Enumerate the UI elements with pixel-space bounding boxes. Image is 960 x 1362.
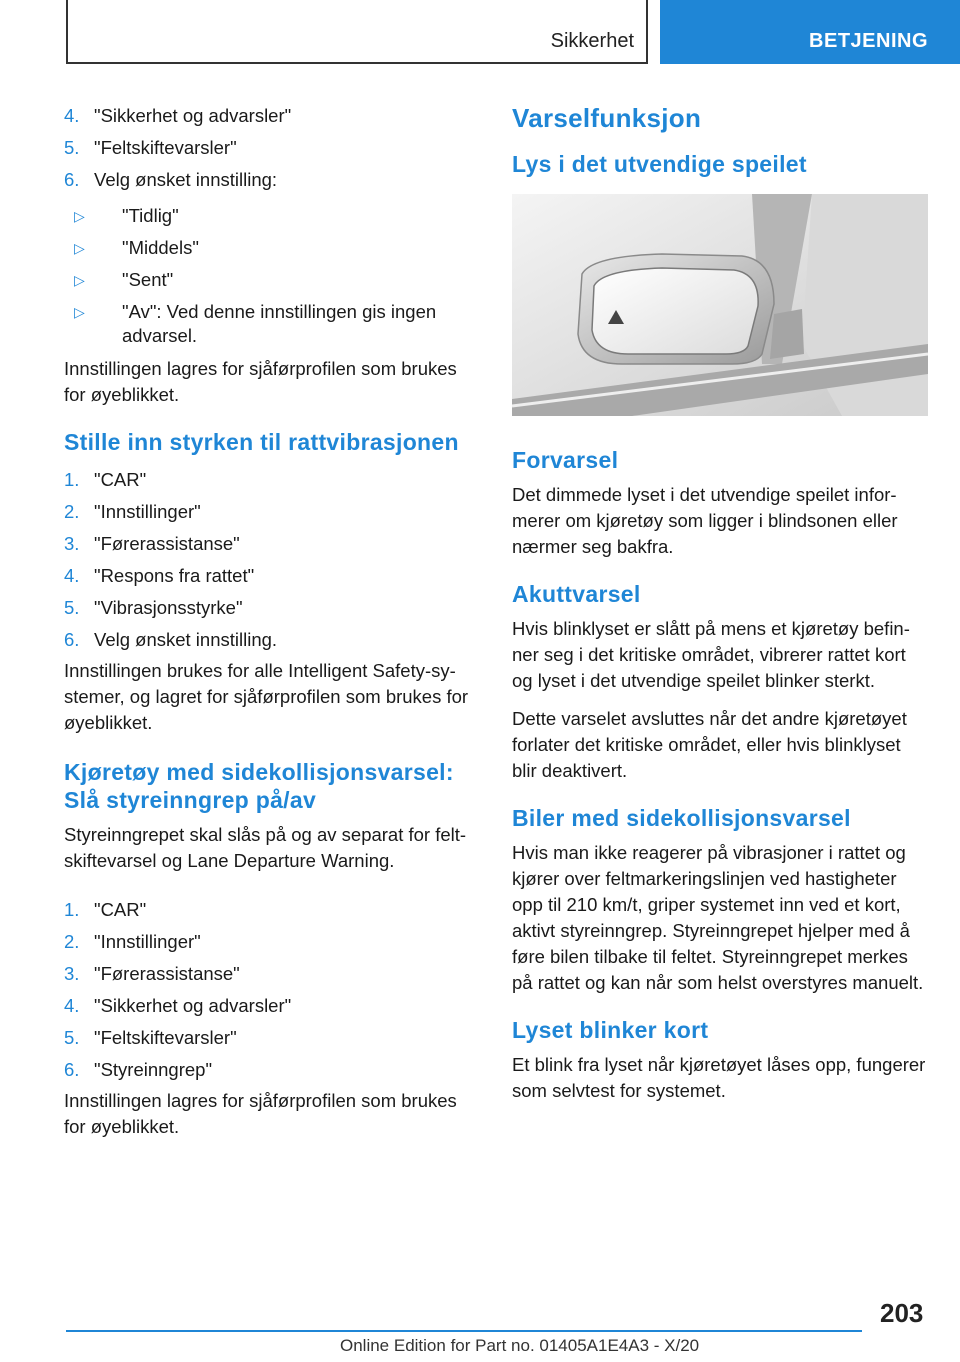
step-text: "Innstillinger" bbox=[94, 931, 201, 952]
step-number: 6. bbox=[64, 1059, 80, 1080]
section-title: Sikkerhet bbox=[550, 30, 634, 52]
list-item bbox=[64, 958, 476, 990]
paragraph: Innstillingen brukes for alle Intelligent Safety-systemer, og lagret for sjåførprofilen som brukes for øyeblikket. bbox=[64, 660, 469, 733]
step-text: "Sikkerhet og advarsler" bbox=[94, 105, 292, 126]
option-text: "Tidlig" bbox=[122, 205, 179, 226]
side-mirror-illustration bbox=[512, 194, 928, 416]
chapter-tab bbox=[660, 0, 960, 64]
footer-edition: Online Edition for Part no. 01405A1E4A3 - X/20 bbox=[340, 1336, 700, 1355]
triangle-bullet-icon: ▷ bbox=[74, 240, 85, 256]
option-text: "Av": Ved denne innstillingen gis ingen advarsel. bbox=[122, 301, 437, 346]
list-item bbox=[64, 1054, 476, 1086]
step-number: 5. bbox=[64, 597, 80, 618]
paragraph: Innstillingen lagres for sjåførprofilen som brukes for øyeblikket. bbox=[64, 1090, 457, 1137]
footer-divider bbox=[66, 1330, 862, 1332]
step-text: "Respons fra rattet" bbox=[94, 565, 255, 586]
step-text: "Førerassistanse" bbox=[94, 963, 240, 984]
paragraph: Dette varselet avsluttes når det andre kjøretøyet forlater det kritiske området, eller hvis blinklyset blir deaktivert. bbox=[512, 708, 907, 781]
page-number: 203 bbox=[880, 1298, 924, 1328]
step-text: "Feltskiftevarsler" bbox=[94, 137, 237, 158]
step-number: 1. bbox=[64, 899, 80, 920]
option-text: "Sent" bbox=[122, 269, 174, 290]
section-heading: Kjøretøy med sidekollisjonsvarsel: Slå styreinngrep på/av bbox=[64, 759, 454, 813]
section-heading: Lyset blinker kort bbox=[512, 1017, 709, 1043]
step-number: 3. bbox=[64, 963, 80, 984]
option-text: "Middels" bbox=[122, 237, 199, 258]
paragraph: Det dimmede lyset i det utvendige speilet informerer om kjøretøy som ligger i blindsonen eller nærmer seg bakfra. bbox=[512, 484, 898, 557]
step-text: "CAR" bbox=[94, 899, 147, 920]
steps-list-lane bbox=[64, 100, 476, 196]
section-tab bbox=[66, 0, 648, 64]
list-item bbox=[64, 528, 476, 560]
list-item bbox=[64, 592, 476, 624]
list-item bbox=[64, 100, 476, 132]
paragraph: Hvis man ikke reagerer på vibrasjoner i rattet og kjører over feltmarkeringslinjen ved hastigheter opp til 210 km/t, griper systemet inn ved et kort, aktivt styreinngrep. Styreinngrepet hjelper med å føre bilen tilbake til feltet. Styreinngrepet merkes på rattet og kan når som helst overstyres manuelt. bbox=[512, 842, 924, 993]
section-heading: Forvarsel bbox=[512, 447, 619, 473]
step-text: Velg ønsket innstilling: bbox=[94, 169, 278, 190]
triangle-bullet-icon: ▷ bbox=[74, 304, 85, 320]
paragraph: Innstillingen lagres for sjåførprofilen som brukes for øyeblikket. bbox=[64, 358, 457, 405]
list-item bbox=[64, 624, 476, 656]
paragraph: Et blink fra lyset når kjøretøyet låses opp, fungerer som selvtest for systemet. bbox=[512, 1054, 926, 1101]
page-header bbox=[0, 0, 960, 66]
step-number: 2. bbox=[64, 501, 80, 522]
section-heading: Lys i det utvendige speilet bbox=[512, 151, 807, 177]
paragraph: Hvis blinklyset er slått på mens et kjøretøy befinner seg i det kritiske området, vibrerer rattet kort og lyset i det utvendige speilet blinker sterkt. bbox=[512, 618, 910, 691]
list-item bbox=[64, 464, 476, 496]
section-heading: Stille inn styrken til rattvibrasjonen bbox=[64, 429, 459, 455]
step-text: "Styreinngrep" bbox=[94, 1059, 213, 1080]
step-number: 4. bbox=[64, 105, 80, 126]
step-text: "Feltskiftevarsler" bbox=[94, 1027, 237, 1048]
main-heading: Varselfunksjon bbox=[512, 103, 702, 133]
right-column bbox=[512, 100, 928, 1116]
paragraph: Styreinngrepet skal slås på og av separat for feltskiftevarsel og Lane Departure Warning. bbox=[64, 824, 467, 871]
list-item bbox=[64, 164, 476, 196]
sublist-item bbox=[64, 204, 476, 228]
step-number: 4. bbox=[64, 565, 80, 586]
step-number: 5. bbox=[64, 1027, 80, 1048]
list-item bbox=[64, 132, 476, 164]
steps-list-steering bbox=[64, 894, 476, 1086]
list-item bbox=[64, 926, 476, 958]
sublist-item bbox=[64, 268, 476, 292]
sublist-item bbox=[64, 236, 476, 260]
triangle-bullet-icon: ▷ bbox=[74, 208, 85, 224]
list-item bbox=[64, 496, 476, 528]
step-text: "Innstillinger" bbox=[94, 501, 201, 522]
options-sublist bbox=[64, 204, 476, 348]
step-text: "Førerassistanse" bbox=[94, 533, 240, 554]
step-number: 3. bbox=[64, 533, 80, 554]
step-number: 5. bbox=[64, 137, 80, 158]
step-text: "Vibrasjonsstyrke" bbox=[94, 597, 243, 618]
chapter-title: BETJENING bbox=[809, 30, 928, 52]
step-number: 6. bbox=[64, 169, 80, 190]
left-column bbox=[64, 100, 476, 1152]
section-heading: Akuttvarsel bbox=[512, 581, 641, 607]
side-mirror-image bbox=[512, 194, 928, 416]
step-number: 1. bbox=[64, 469, 80, 490]
list-item bbox=[64, 990, 476, 1022]
step-number: 2. bbox=[64, 931, 80, 952]
step-text: "CAR" bbox=[94, 469, 147, 490]
step-text: "Sikkerhet og advarsler" bbox=[94, 995, 292, 1016]
step-text: Velg ønsket innstilling. bbox=[94, 629, 278, 650]
section-heading: Biler med sidekollisjonsvarsel bbox=[512, 805, 851, 831]
list-item bbox=[64, 1022, 476, 1054]
step-number: 4. bbox=[64, 995, 80, 1016]
triangle-bullet-icon: ▷ bbox=[74, 272, 85, 288]
list-item bbox=[64, 560, 476, 592]
sublist-item bbox=[64, 300, 476, 348]
steps-list-vibration bbox=[64, 464, 476, 656]
step-number: 6. bbox=[64, 629, 80, 650]
list-item bbox=[64, 894, 476, 926]
